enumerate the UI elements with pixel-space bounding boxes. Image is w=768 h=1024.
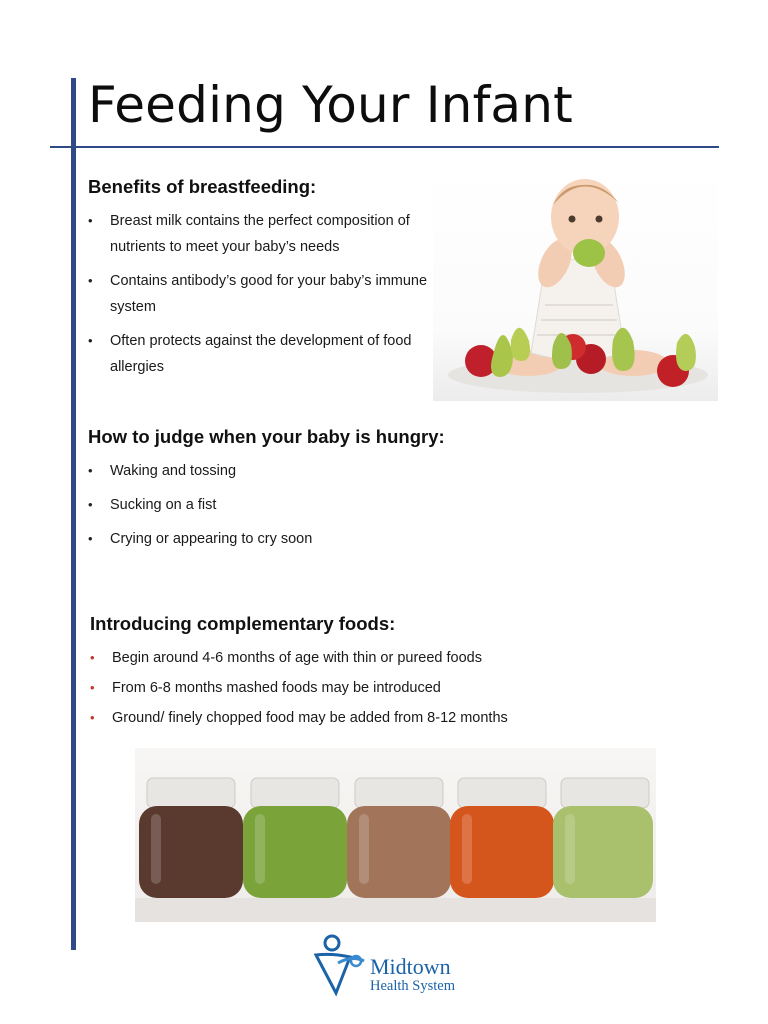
- jars-illustration: [135, 748, 656, 922]
- bullet-list: [90, 645, 610, 731]
- list-item: • Waking and tossing: [88, 458, 448, 484]
- logo-name: Midtown: [370, 954, 451, 979]
- logo-subtitle: Health System: [370, 978, 455, 994]
- list-item: • Often protects against the development of food allergies: [88, 328, 428, 380]
- section-complementary-foods: [90, 613, 610, 735]
- list-item: • Sucking on a fist: [88, 492, 448, 518]
- left-accent-rule: [71, 78, 76, 950]
- page-title: Feeding Your Infant: [88, 76, 573, 134]
- list-item: • Contains antibody’s good for your baby’s immune system: [88, 268, 428, 320]
- list-item: • Begin around 4-6 months of age with thin or pureed foods: [90, 645, 610, 671]
- list-item: • Breast milk contains the perfect composition of nutrients to meet your baby’s needs: [88, 208, 428, 260]
- section-heading: Introducing complementary foods:: [90, 613, 396, 634]
- list-item: • Ground/ finely chopped food may be added from 8-12 months: [90, 705, 610, 731]
- section-heading: Benefits of breastfeeding:: [88, 176, 317, 197]
- section-benefits: [88, 176, 448, 388]
- baby-illustration: [433, 165, 718, 401]
- section-hunger-signs: [88, 426, 448, 560]
- list-item: • Crying or appearing to cry soon: [88, 526, 448, 552]
- baby-with-fruit-photo: [433, 165, 718, 401]
- bullet-list: [88, 458, 448, 552]
- baby-food-jars-photo: [135, 748, 656, 922]
- title-underline-rule: [50, 146, 719, 148]
- section-heading: How to judge when your baby is hungry:: [88, 426, 445, 447]
- list-item: • From 6-8 months mashed foods may be introduced: [90, 675, 610, 701]
- bullet-list: [88, 208, 448, 380]
